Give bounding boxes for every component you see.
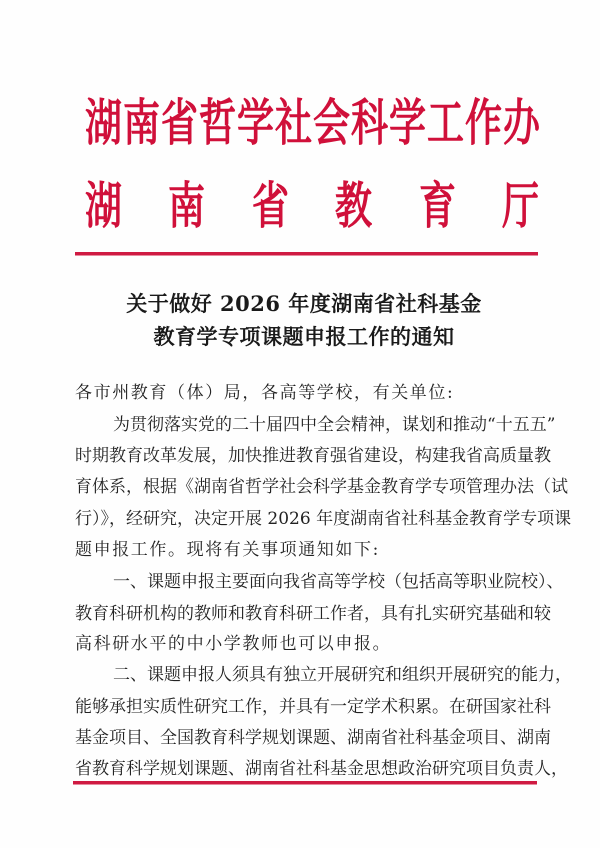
issuer-header-philosophy-office <box>80 93 540 152</box>
item-2-line: 基金项目、全国教育科学规划课题、湖南省社科基金项目、湖南 <box>75 728 551 748</box>
body-line: 时期教育改革发展，加快推进教育强省建设，构建我省高质量教 <box>75 446 551 466</box>
header-char: 会 <box>312 93 350 152</box>
header-red-rule <box>75 252 538 255</box>
header-char: 工 <box>426 93 464 152</box>
issuer-header-education-dept <box>80 176 539 235</box>
body-line: 育体系，根据《湖南省哲学社会科学基金教育学专项管理办法（试 <box>75 477 568 497</box>
salutation: 各市州教育（体）局，各高等学校，有关单位: <box>75 383 455 403</box>
header-char: 南 <box>168 176 206 235</box>
body-line: 行）》，经研究，决定开展 2026 年度湖南省社科基金教育学专项课 <box>75 509 572 529</box>
header-char: 教 <box>335 176 373 235</box>
header-char: 哲 <box>198 93 236 152</box>
header-char: 厅 <box>501 176 539 235</box>
header-char: 社 <box>274 93 312 152</box>
header-char: 办 <box>502 93 540 152</box>
header-char: 湖 <box>84 176 122 235</box>
header-char: 省 <box>251 176 289 235</box>
header-char: 省 <box>160 93 198 152</box>
document-title-line-1: 关于做好 2026 年度湖南省社科基金 <box>126 291 482 316</box>
item-1-line: 一、课题申报主要面向我省高等学校（包括高等职业院校）、 <box>113 572 564 592</box>
body-line: 为贯彻落实党的二十届四中全会精神，谋划和推动“十五五” <box>113 415 556 435</box>
item-1-line: 教育科研机构的教师和教育科研工作者，具有扎实研究基础和较 <box>75 604 551 624</box>
header-char: 科 <box>350 93 388 152</box>
document-title-line-2: 教育学专项课题申报工作的通知 <box>153 324 455 349</box>
footer-red-rule <box>73 781 537 784</box>
item-2-line: 二、课题申报人须具有独立开展研究和组织开展研究的能力， <box>113 665 572 685</box>
header-char: 南 <box>122 93 160 152</box>
item-2-line: 能够承担实质性研究工作，并具有一定学术积累。在研国家社科 <box>75 697 551 717</box>
item-1-line: 高科研水平的中小学教师也可以申报。 <box>75 634 392 654</box>
header-char: 作 <box>464 93 502 152</box>
item-2-line: 省教育科学规划课题、湖南省社科基金思想政治研究项目负责人， <box>75 759 568 779</box>
body-line: 题申报工作。现将有关事项通知如下: <box>75 540 380 560</box>
header-char: 学 <box>388 93 426 152</box>
header-char: 育 <box>418 176 456 235</box>
header-char: 学 <box>236 93 274 152</box>
header-char: 湖 <box>84 93 122 152</box>
